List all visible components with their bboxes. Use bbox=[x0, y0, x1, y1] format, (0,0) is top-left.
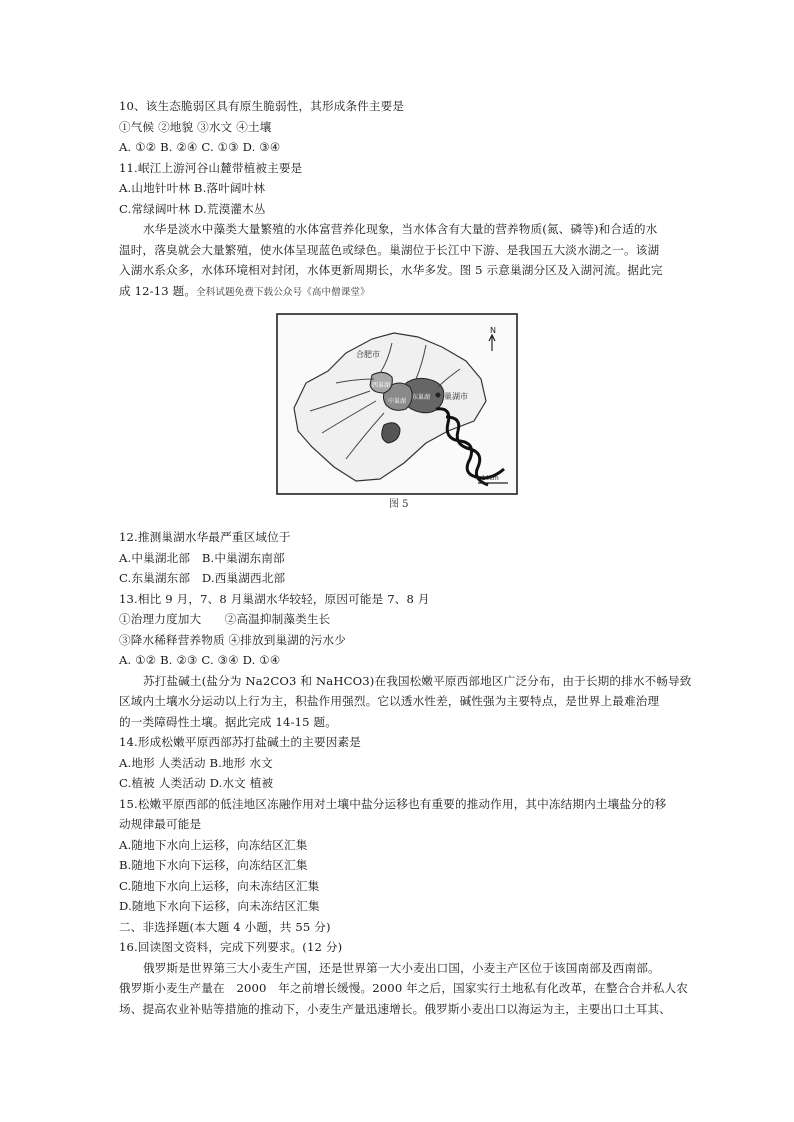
passage-2-line: 的一类障碍性土壤。据此完成 14-15 题。 bbox=[119, 714, 338, 729]
passage-3-line: 场、提高农业补贴等措施的推动下，小麦生产量迅速增长。俄罗斯小麦出口以海运为主，主要出口土耳其、 bbox=[119, 1001, 671, 1016]
passage-3-line: 俄罗斯是世界第三大小麦生产国，还是世界第一大小麦出口国，小麦主产区位于该国南部及西南部。 bbox=[143, 960, 660, 975]
question-12-options-ab: A.中巢湖北部 B.中巢湖东南部 bbox=[119, 550, 285, 565]
question-13-options: A. ①② B. ②③ C. ③④ D. ①④ bbox=[119, 653, 281, 667]
question-13: 13.相比 9 月，7、8 月巢湖水华较轻，原因可能是 7、8 月 bbox=[119, 591, 430, 606]
question-12-options-cd: C.东巢湖东部 D.西巢湖西北部 bbox=[119, 571, 286, 585]
question-13-items-34: ③降水稀释营养物质 ④排放到巢湖的污水少 bbox=[119, 632, 346, 647]
chaohu-map bbox=[276, 313, 518, 495]
question-15-option-c: C.随地下水向上运移，向未冻结区汇集 bbox=[119, 878, 320, 893]
question-11-options-ab: A.山地针叶林 B.落叶阔叶林 bbox=[119, 181, 266, 195]
city-dot bbox=[436, 393, 441, 398]
north-arrow-label: N bbox=[490, 326, 496, 335]
label-middle-lake: 中巢湖 bbox=[388, 398, 407, 405]
figure-5 bbox=[119, 307, 677, 525]
question-11: 11.岷江上游河谷山麓带植被主要是 bbox=[119, 160, 303, 175]
label-chaohu-city: 巢湖市 bbox=[444, 392, 468, 401]
question-15-cont: 动规律最可能是 bbox=[119, 817, 202, 831]
question-11-options-cd: C.常绿阔叶林 D.荒漠灌木丛 bbox=[119, 201, 266, 216]
question-12: 12.推测巢湖水华最严重区域位于 bbox=[119, 530, 291, 544]
question-14: 14.形成松嫩平原西部苏打盐碱土的主要因素是 bbox=[119, 735, 362, 749]
question-15-option-d: D.随地下水向下运移，向未冻结区汇集 bbox=[119, 899, 320, 913]
question-10-items: ①气候 ②地貌 ③水文 ④土壤 bbox=[119, 119, 272, 134]
exam-text-column bbox=[119, 96, 692, 1019]
question-16: 16.回读图文资料，完成下列要求。(12 分) bbox=[119, 940, 343, 954]
question-15-option-a: A.随地下水向上运移，向冻结区汇集 bbox=[119, 837, 308, 852]
download-note: 全科试题免费下载公众号《高中僧课堂》 bbox=[196, 286, 370, 298]
passage-3-line: 俄罗斯小麦生产量在 2000 年之前增长缓慢。2000 年之后，国家实行土地私有化改革，在整合合并私人农 bbox=[119, 981, 689, 995]
question-15: 15.松嫩平原西部的低洼地区冻融作用对土壤中盐分运移也有重要的推动作用，其中冻结期内土壤盐分的移 bbox=[119, 796, 667, 811]
label-hefei: 合肥市 bbox=[356, 350, 380, 359]
section-2-heading: 二、非选择题(本大题 4 小题，共 55 分) bbox=[119, 919, 331, 934]
question-13-items-12: ①治理力度加大 ②高温抑制藻类生长 bbox=[119, 612, 331, 626]
figure-caption: 图 5 bbox=[389, 499, 409, 510]
question-14-options-ab: A.地形 人类活动 B.地形 水文 bbox=[119, 755, 273, 770]
passage-1-line: 温时，落臭就会大量繁殖，使水体呈现蓝色或绿色。巢湖位于长江中下游、是我国五大淡水湖之一。该湖 bbox=[119, 242, 660, 257]
question-15-option-b: B.随地下水向下运移，向冻结区汇集 bbox=[119, 858, 308, 872]
scale-label: 0 10km bbox=[476, 475, 499, 482]
question-10: 10、该生态脆弱区具有原生脆弱性，其形成条件主要是 bbox=[119, 99, 405, 113]
label-west-lake: 西巢湖 bbox=[372, 382, 391, 389]
passage-2-line: 苏打盐碱土(盐分为 Na2CO3 和 NaHCO3)在我国松嫩平原西部地区广泛分布，由于长期的排水不畅导致 bbox=[143, 673, 692, 688]
label-east-lake: 东巢湖 bbox=[412, 394, 431, 401]
passage-1-end: 成 12-13 题。 bbox=[119, 283, 197, 298]
question-14-options-cd: C.植被 人类活动 D.水文 植被 bbox=[119, 776, 274, 790]
passage-2-line: 区域内土壤水分运动以上行为主，积盐作用强烈。它以透水性差，碱性强为主要特点，是世界上最难治理 bbox=[119, 694, 660, 708]
passage-1-line: 入湖水系众多，水体环境相对封闭，水体更新周期长，水华多发。图 5 示意巢湖分区及入湖河流。据此完 bbox=[119, 263, 663, 277]
passage-1-line bbox=[119, 281, 677, 304]
question-10-options: A. ①② B. ②④ C. ①③ D. ③④ bbox=[119, 140, 281, 154]
passage-1-line: 水华是淡水中藻类大量繁殖的水体富营养化现象，当水体含有大量的营养物质(氮、磷等)和合适的水 bbox=[143, 222, 658, 236]
